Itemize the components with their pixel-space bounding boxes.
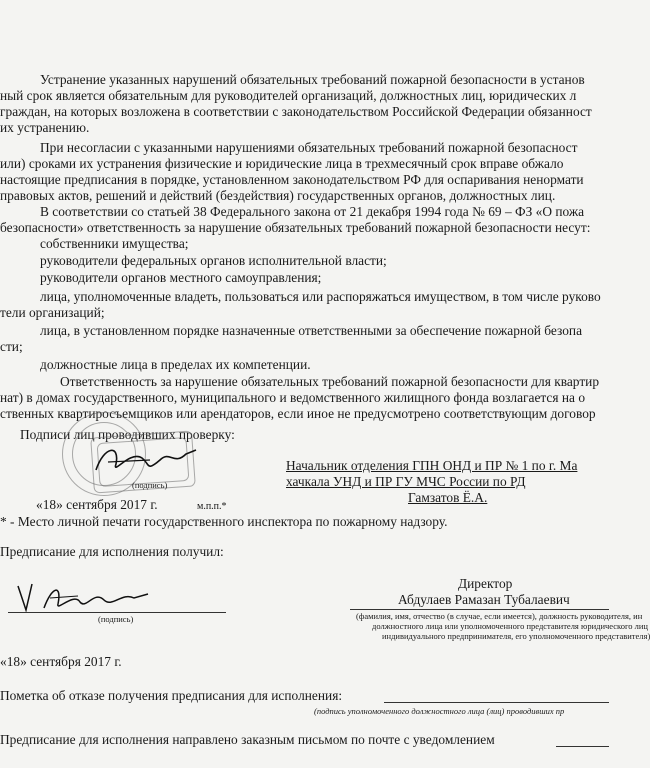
mail-blank-line [556,746,609,747]
list-item-responsible: лица, в установленном порядке назначенные ответственными за обеспечение пожарной безопа [40,323,583,338]
receipt-date: «18» сентября 2017 г. [0,654,122,669]
director-name: Абдулаев Рамазан Тубалаевич [398,592,570,607]
body-line-2: ный срок является обязательным для руководителей организаций, должностных лиц, юридических л [0,88,577,103]
recipient-signature-line [8,612,226,613]
list-item-authorized-cont: тели организаций; [0,305,105,320]
sign-date: «18» сентября 2017 г. [36,497,158,512]
refusal-caption: (подпись уполномоченного должностного лица (лиц) проводивших пр [314,706,565,716]
body-line-21: ственных квартиросъемщиков или арендаторов, если иное не предусмотрено соответствующим договор [0,406,596,421]
body-line-20: нат) в домах государственного, муниципального и ведомственного жилищного фонда возлагается на о [0,390,586,405]
director-caption-2: должностного лица или уполномоченного представителя юридического лиц [372,621,648,631]
body-line-19: Ответственность за нарушение обязательных требований пожарной безопасности для квартир [60,374,600,389]
refusal-label: Пометка об отказе получения предписания для исполнения: [0,688,343,703]
recipient-podpis-caption: (подпись) [98,614,134,624]
body-line-9: В соответствии со статьей 38 Федерального закона от 21 декабря 1994 года № 69 – ФЗ «О пожа [40,204,585,219]
body-line-4: их устранению. [0,120,90,135]
mail-line: Предписание для исполнения направлено заказным письмом по почте с уведомлением [0,732,495,747]
list-item-federal: руководители федеральных органов исполнительной власти; [40,253,387,268]
footnote: * - Место личной печати государственного инспектора по пожарному надзору. [0,514,448,529]
list-item-local: руководители органов местного самоуправления; [40,270,322,285]
inspectors-label: Подписи лиц проводивших проверку: [20,427,235,442]
list-item-owners: собственники имущества; [40,236,189,251]
body-line-6: или) сроками их устранения физические и юридические лица в трехмесячный срок вправе обжало [0,156,564,171]
director-name-line [350,609,609,610]
list-item-officials: должностные лица в пределах их компетенции. [40,357,311,372]
body-line-7: настоящие предписания в порядке, установленном законодательством РФ для оспаривания ненормати [0,172,584,187]
refusal-line [384,702,609,703]
inspector-signature [90,440,200,480]
list-item-responsible-cont: сти; [0,339,23,354]
inspector-position-2: хачкала УНД и ПР ГУ МЧС России по РД [286,474,526,489]
inspector-podpis-caption: (подпись) [132,480,168,490]
body-line-5: При несогласии с указанными нарушениями обязательных требований пожарной безопасност [40,140,578,155]
list-item-authorized: лица, уполномоченные владеть, пользоваться или распоряжаться имуществом, в том числе руково [40,289,601,304]
director-caption-1: (фамилия, имя, отчество (в случае, если имеется), должность руководителя, ин [356,611,643,621]
body-line-3: граждан, на которых возложена в соответствии с законодательством Российской Федерации обязанност [0,104,592,119]
director-title: Директор [458,576,513,591]
director-caption-3: индивидуального предпринимателя, его уполномоченного представителя) [382,631,650,641]
receipt-label: Предписание для исполнения получил: [0,544,224,559]
recipient-signature [14,580,154,616]
inspector-name: Гамзатов Ё.А. [408,490,488,505]
body-line-1: Устранение указанных нарушений обязательных требований пожарной безопасности в установ [40,72,585,87]
body-line-8: правовых актов, решений и действий (бездействия) государственных органов, должностных лиц. [0,188,556,203]
inspector-position-1: Начальник отделения ГПН ОНД и ПР № 1 по г. Ма [286,458,578,473]
body-line-10: безопасности» ответственность за нарушение обязательных требований пожарной безопасности несут: [0,220,591,235]
mp-mark: м.п.п.* [197,501,227,512]
